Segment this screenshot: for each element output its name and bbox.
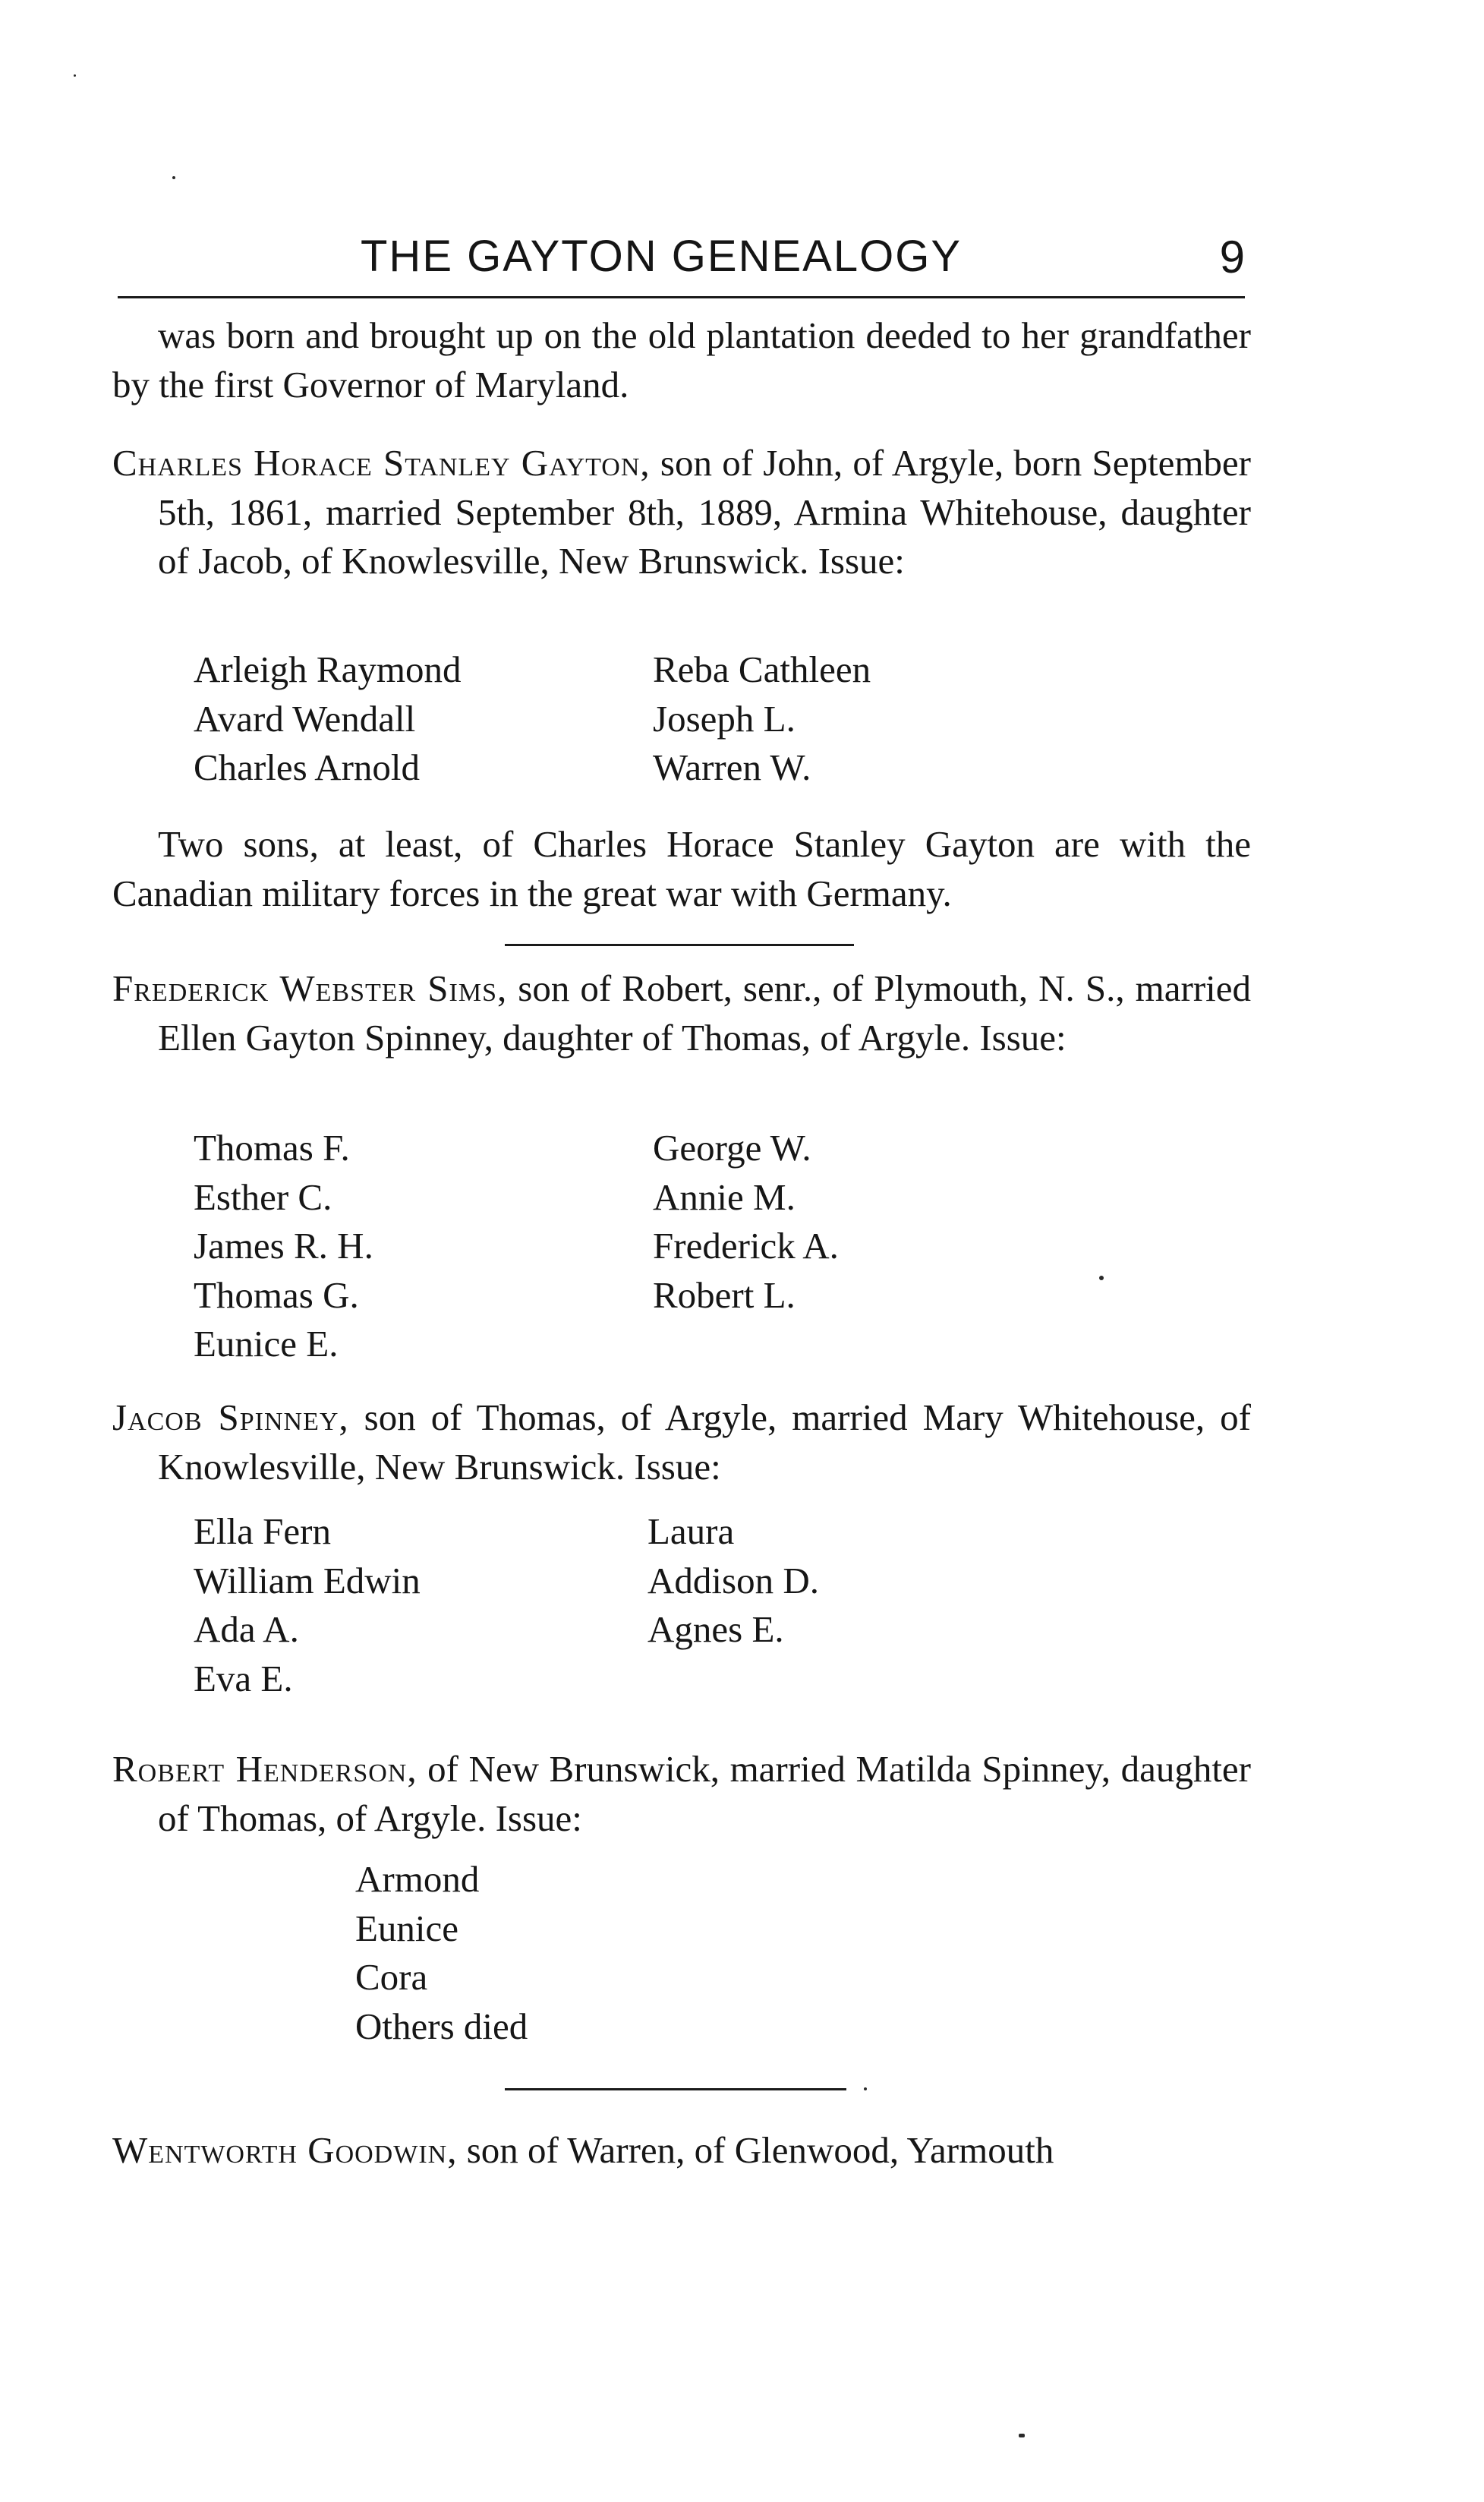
war-note-paragraph: Two sons, at least, of Charles Horace Stanley Gayton are with the Canadian military forces in the great war with Germany. xyxy=(112,823,1251,914)
entry-robert-henderson xyxy=(112,1745,1251,1843)
child-name: Ella Fern xyxy=(194,1510,331,1552)
child-name: Others died xyxy=(355,2005,528,2047)
entry-name: Wentworth Goodwin, xyxy=(112,2129,458,2171)
child-name: Annie M. xyxy=(653,1175,796,1218)
running-head-title: THE GAYTON GENEALOGY xyxy=(361,232,963,281)
speck-mark xyxy=(172,176,175,179)
child-name: William Edwin xyxy=(194,1559,421,1601)
child-name: Avard Wendall xyxy=(194,697,416,740)
issue-column-right xyxy=(653,1124,839,1320)
child-name: Ada A. xyxy=(194,1608,299,1650)
child-name: Eunice E. xyxy=(194,1323,339,1365)
continuation-paragraph: was born and brought up on the old plantation deeded to her grandfather by the first Governor of Maryland. xyxy=(112,314,1251,405)
issue-column xyxy=(355,1855,528,2051)
speck-mark xyxy=(864,2087,867,2090)
child-name: Frederick A. xyxy=(653,1225,839,1267)
child-name: Thomas G. xyxy=(194,1273,359,1316)
child-name: Laura xyxy=(647,1510,735,1552)
child-name: Cora xyxy=(355,1956,428,1998)
entry-text: son of Warren, of Glenwood, Yarmouth xyxy=(457,2129,1054,2171)
entry-name: Charles Horace Stanley Gayton, xyxy=(112,442,651,484)
entry-text: son of John, of Argyle, born September 5th, 1861, married September 8th, 1889, Armina Whitehouse, daughter of Jacob, of Knowlesville, New Brunswick. Issue: xyxy=(158,442,1251,582)
page-number: 9 xyxy=(1219,232,1245,282)
child-name: Charles Arnold xyxy=(194,746,421,788)
entry-charles-gayton xyxy=(112,439,1251,586)
issue-column-right xyxy=(647,1507,819,1655)
child-name: Joseph L. xyxy=(653,697,796,740)
section-divider xyxy=(505,2088,846,2090)
issue-column-right xyxy=(653,645,871,793)
child-name: Thomas F. xyxy=(194,1127,350,1169)
section-divider xyxy=(505,944,854,946)
child-name: Robert L. xyxy=(653,1273,796,1316)
entry-jacob-spinney xyxy=(112,1393,1251,1491)
child-name: Armond xyxy=(355,1858,480,1900)
child-name: George W. xyxy=(653,1127,811,1169)
entry-name: Jacob Spinney, xyxy=(112,1396,349,1438)
speck-mark xyxy=(74,74,76,77)
entry-text: son of Robert, senr., of Plymouth, N. S., married Ellen Gayton Spinney, daughter of Thomas, of Argyle. Issue: xyxy=(158,967,1251,1059)
child-name: Arleigh Raymond xyxy=(194,648,462,690)
entry-frederick-sims xyxy=(112,964,1251,1062)
entry-text: son of Thomas, of Argyle, married Mary Whitehouse, of Knowlesville, New Brunswick. Issue: xyxy=(158,1396,1251,1488)
issue-column-left xyxy=(194,1507,421,1703)
speck-mark xyxy=(1099,1276,1104,1280)
entry-wentworth-goodwin xyxy=(112,2126,1251,2175)
child-name: Reba Cathleen xyxy=(653,648,871,690)
child-name: James R. H. xyxy=(194,1225,373,1267)
entry-name: Frederick Webster Sims, xyxy=(112,967,508,1009)
entry-text: of New Brunswick, married Matilda Spinney, daughter of Thomas, of Argyle. Issue: xyxy=(158,1748,1251,1839)
entry-name: Robert Henderson, xyxy=(112,1748,417,1790)
child-name: Eunice xyxy=(355,1907,459,1949)
issue-column-left xyxy=(194,1124,373,1369)
child-name: Esther C. xyxy=(194,1175,332,1218)
child-name: Agnes E. xyxy=(647,1608,784,1650)
child-name: Eva E. xyxy=(194,1657,293,1699)
issue-column-left xyxy=(194,645,461,793)
speck-mark xyxy=(1019,2434,1025,2437)
child-name: Addison D. xyxy=(647,1559,819,1601)
running-head xyxy=(118,228,1245,298)
child-name: Warren W. xyxy=(653,746,811,788)
